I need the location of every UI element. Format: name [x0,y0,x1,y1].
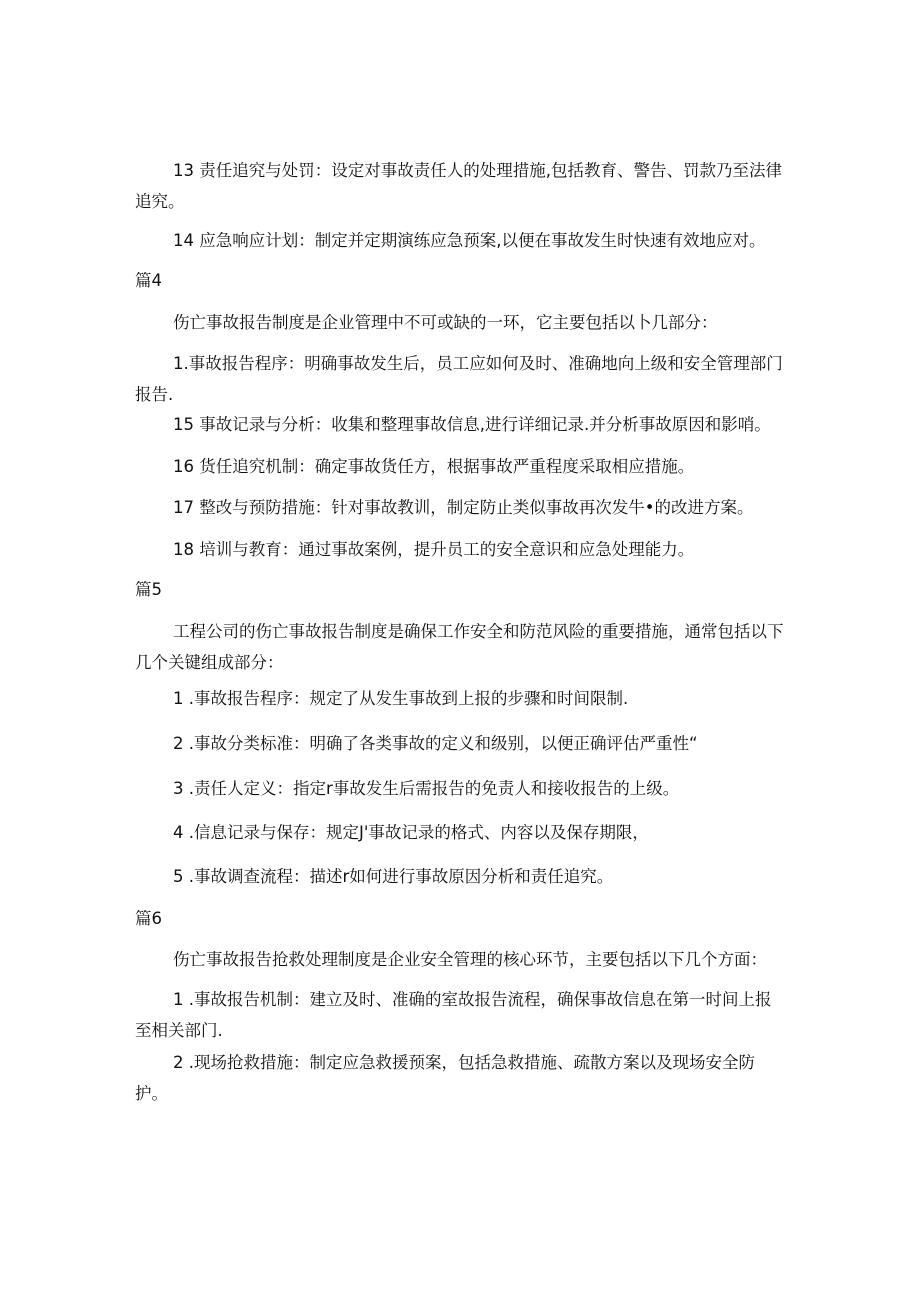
section-5-item-4: 4 .信息记录与保存：规定J'事故记录的格式、内容以及保存期限， [173,823,649,842]
section-6-intro: 伤亡事故报告抢救处理制度是企业安全管理的核心环节，主要包括以下几个方面： [173,950,767,969]
section-4-intro: 伤亡事故报告制度是企业管理中不可或缺的一环，它主要包括以卜几部分： [173,313,718,332]
item-13: 13 责任追究与处罚：设定对事故责任人的处理措施,包括教育、警告、罚款乃至法律追究。 [135,161,782,211]
section-4-item-15: 15 事故记录与分析：收集和整理事故信息,进行详细记录.并分析事故原因和影哨。 [173,415,771,434]
section-heading-6: 篇6 [135,909,162,928]
section-6-item-1: 1 .事故报告机制：建立及时、准确的室故报告流程，确保事故信息在第一时间上报至相关部门. [135,990,772,1040]
section-4-item-17: 17 整改与预防措施：针对事故教训，制定防止类似事故再次发牛•的改进方案。 [173,498,754,517]
section-5-item-2: 2 .事故分类标准：明确了各类事故的定义和级别，以便正确评估严重性“ [173,734,698,753]
section-5-item-5: 5 .事故调查流程：描述r如何进行事故原因分析和责任追究。 [173,867,614,886]
section-5-intro: 工程公司的伤亡事故报告制度是确保工作安全和防范风险的重要措施，通常包括以下几个关键组成部分： [135,622,784,672]
section-heading-5: 篇5 [135,580,162,599]
section-heading-4: 篇4 [135,271,162,290]
section-6-item-2: 2 .现场抢救措施：制定应急救援预案，包括急救措施、疏散方案以及现场安全防护。 [135,1053,755,1103]
section-4-item-16: 16 货任追究机制：确定事故货任方，根据事故严重程度采取相应措施。 [173,457,695,476]
item-14: 14 应急响应计划：制定并定期演练应急预案,以便在事故发生时快速有效地应对。 [173,231,766,250]
section-5-item-3: 3 .责任人定义：指定r事故发生后需报告的免责人和接收报告的上级。 [173,779,680,798]
section-4-item-1: 1.事故报告程序：明确事故发生后，员工应如何及时、准确地向上级和安全管理部门报告. [135,354,783,404]
section-4-item-18: 18 培训与教育：通过事故案例，提升员工的安全意识和应急处理能力。 [173,540,695,559]
section-5-item-1: 1 .事故报告程序：规定了从发生事故到上报的步骤和时间限制. [173,689,629,708]
